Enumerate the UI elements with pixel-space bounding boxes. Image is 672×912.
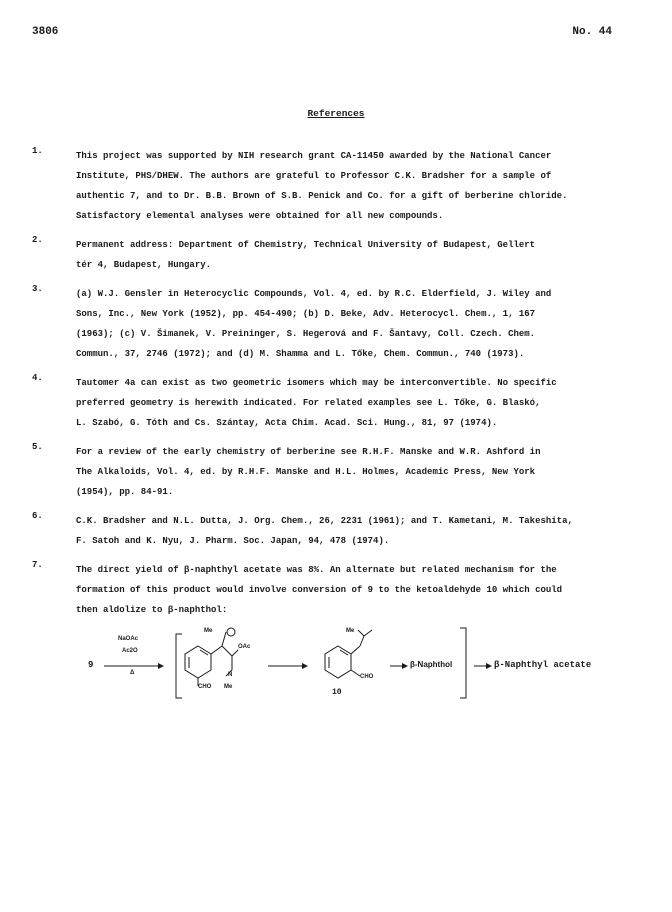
reference-line: This project was supported by NIH research grant CA-11450 awarded by the National Cancer xyxy=(76,151,552,161)
references-heading: References xyxy=(307,108,365,119)
journal-issue: No. 44 xyxy=(572,26,612,38)
page-number: 3806 xyxy=(32,26,59,38)
atom-label: OAc xyxy=(238,644,251,650)
reference-number: 3. xyxy=(32,284,43,294)
reaction-scheme xyxy=(80,624,660,714)
reference-line: The direct yield of β-naphthyl acetate was 8%. An alternate but related mechanism for the xyxy=(76,565,557,575)
atom-label: Me xyxy=(204,628,213,634)
atom-label: CHO xyxy=(360,674,374,680)
reference-item xyxy=(32,511,622,551)
product-label: β-Naphthol xyxy=(410,660,453,669)
reference-line: Institute, PHS/DHEW. The authors are grateful to Professor C.K. Bradsher for a sample of xyxy=(76,171,552,181)
reference-line: The Alkaloids, Vol. 4, ed. by R.H.F. Manske and H.L. Holmes, Academic Press, New York xyxy=(76,467,536,477)
reference-number: 7. xyxy=(32,560,43,570)
reference-item xyxy=(32,235,622,275)
reference-line: (1963); (c) V. Šimanek, V. Preininger, S. Hegerová and F. Šantavy, Coll. Czech. Chem. xyxy=(76,329,536,339)
reference-number: 6. xyxy=(32,511,43,521)
reference-line: preferred geometry is herewith indicated. For related examples see L. Tőke, G. Blaskó, xyxy=(76,398,541,408)
reference-number: 2. xyxy=(32,235,43,245)
compound-number: 10 xyxy=(332,688,342,697)
reagent-label: NaOAc xyxy=(118,636,139,642)
reactant-label: 9 xyxy=(88,660,94,670)
reference-line: formation of this product would involve conversion of 9 to the ketoaldehyde 10 which could xyxy=(76,585,563,595)
references-list xyxy=(32,146,622,629)
reference-line: Tautomer 4a can exist as two geometric isomers which may be interconvertible. No specific xyxy=(76,378,557,388)
reference-item xyxy=(32,284,622,364)
reference-line: Commun., 37, 2746 (1972); and (d) M. Shamma and L. Tőke, Chem. Commun., 740 (1973). xyxy=(76,349,525,359)
reference-line: then aldolize to β-naphthol: xyxy=(76,605,228,615)
reference-number: 1. xyxy=(32,146,43,156)
reference-line: Permanent address: Department of Chemistry, Technical University of Budapest, Gellert xyxy=(76,240,536,250)
reference-item xyxy=(32,146,622,226)
reference-number: 5. xyxy=(32,442,43,452)
reference-line: C.K. Bradsher and N.L. Dutta, J. Org. Chem., 26, 2231 (1961); and T. Kametani, M. Takeshita, xyxy=(76,516,573,526)
reference-item xyxy=(32,373,622,433)
reference-line: (1954), pp. 84-91. xyxy=(76,487,174,497)
atom-label: Me xyxy=(224,684,233,690)
reference-line: Sons, Inc., New York (1952), pp. 454-490; (b) D. Beke, Adv. Heterocycl. Chem., 1, 167 xyxy=(76,309,536,319)
reference-item xyxy=(32,442,622,502)
atom-label: Me xyxy=(346,628,355,634)
reference-line: tér 4, Budapest, Hungary. xyxy=(76,260,212,270)
product-label: β-Naphthyl acetate xyxy=(494,660,592,670)
reference-item xyxy=(32,560,622,620)
reference-number: 4. xyxy=(32,373,43,383)
reference-line: authentic 7, and to Dr. B.B. Brown of S.B. Penick and Co. for a gift of berberine chloride. xyxy=(76,191,568,201)
atom-label: N xyxy=(228,672,233,678)
atom-label: CHO xyxy=(198,684,212,690)
reference-line: L. Szabó, G. Tóth and Cs. Szántay, Acta Chim. Acad. Sci. Hung., 81, 97 (1974). xyxy=(76,418,498,428)
reference-line: (a) W.J. Gensler in Heterocyclic Compounds, Vol. 4, ed. by R.C. Elderfield, J. Wiley and xyxy=(76,289,552,299)
reference-line: Satisfactory elemental analyses were obtained for all new compounds. xyxy=(76,211,444,221)
reagent-label: Δ xyxy=(130,670,135,676)
reagent-label: Ac2O xyxy=(122,648,138,654)
reference-line: F. Satoh and K. Nyu, J. Pharm. Soc. Japan, 94, 478 (1974). xyxy=(76,536,390,546)
reference-line: For a review of the early chemistry of berberine see R.H.F. Manske and W.R. Ashford in xyxy=(76,447,541,457)
